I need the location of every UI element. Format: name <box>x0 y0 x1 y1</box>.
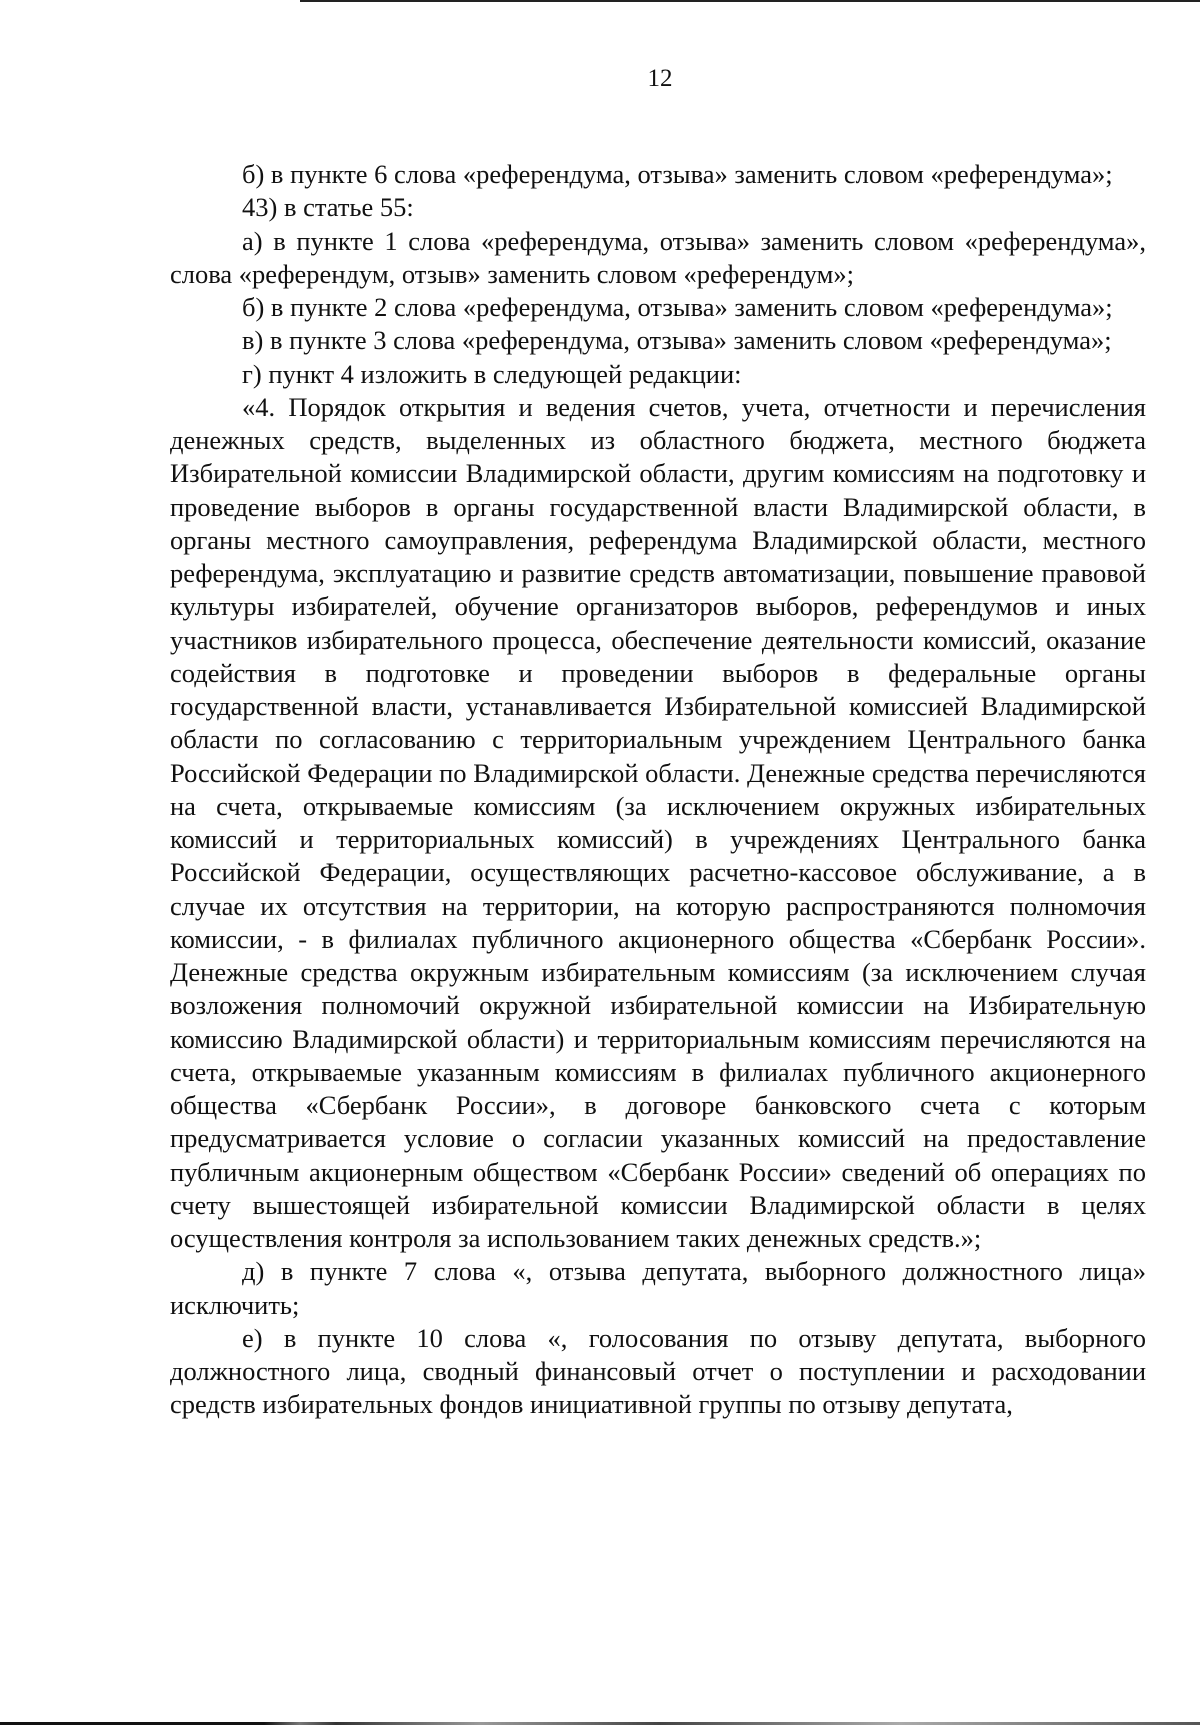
paragraph-43-article55: 43) в статье 55: <box>242 192 414 223</box>
scan-edge-top <box>300 0 1200 2</box>
paragraph-item4-text: «4. Порядок открытия и ведения счетов, учета, отчетности и перечисления денежных средств, выделенных из областного бюджета, местного бюджета Избирательной комиссии Владимирской области, другим комиссиям на подготовку и проведение выборов в органы государственной власти Владимирской области, в органы местного самоуправления, референдума Владимирской области, местного референдума, эксплуатацию и развитие средств автоматизации, повышение правовой культуры избирателей, обучение организаторов выборов, референдумов и иных участников избирательного процесса, обеспечение деятельности комиссий, оказание содействия в подготовке и проведении выборов в федеральные органы государственной власти, устанавливается Избирательной комиссией Владимирской области по согласованию с территориальным учреждением Центрального банка Российской Федерации по Владимирской области. Денежные средства перечисляются на счета, открываемые комиссиям (за исключением окружных избирательных комиссий и территориальных комиссий) в учреждениях Центрального банка Российской Федерации, осуществляющих расчетно-кассовое обслуживание, а в случае их отсутствия на территории, на которую распространяются полномочия комиссии, - в филиалах публичного акционерного общества «Сбербанк России». Денежные средства окружным избирательным комиссиям (за исключением случая возложения полномочий окружной избирательной комиссии на Избирательную комиссию Владимирской области) и территориальным комиссиям перечисляются на счета, открываемые указанным комиссиям в филиалах публичного акционерного общества «Сбербанк России», в договоре банковского счета с которым предусматривается условие о согласии указанных комиссий на предоставление публичным акционерным обществом «Сбербанк России» сведений об операциях по счету вышестоящей избирательной комиссии Владимирской области в целях осуществления контроля за использованием таких денежных средств.»; <box>170 391 1146 1253</box>
paragraph-b-item6: б) в пункте 6 слова «референдума, отзыва» заменить словом «референдума»; <box>242 159 1113 189</box>
scan-edge-bottom <box>0 1722 1200 1725</box>
document-body <box>170 158 1146 1422</box>
paragraph-d-item7: д) в пункте 7 слова «, отзыва депутата, выборного должностного лица» исключить; <box>170 1256 1146 1320</box>
paragraph-e-item10: е) в пункте 10 слова «, голосования по отзыву депутата, выборного должностного лица, сводный финансовый отчет о поступлении и расходовании средств избирательных фондов инициативной группы по отзыву депутата, <box>170 1322 1146 1420</box>
paragraph-g-item4: г) пункт 4 изложить в следующей редакции: <box>242 358 742 389</box>
paragraph-a-item1: а) в пункте 1 слова «референдума, отзыва» заменить словом «референдума», слова «референдум, отзыв» заменить словом «референдум»; <box>170 225 1146 289</box>
paragraph-b-item2: б) в пункте 2 слова «референдума, отзыва» заменить словом «референдума»; <box>242 292 1113 322</box>
paragraph-v-item3: в) в пункте 3 слова «референдума, отзыва» заменить словом «референдума»; <box>242 325 1112 356</box>
page-number: 12 <box>647 65 673 92</box>
